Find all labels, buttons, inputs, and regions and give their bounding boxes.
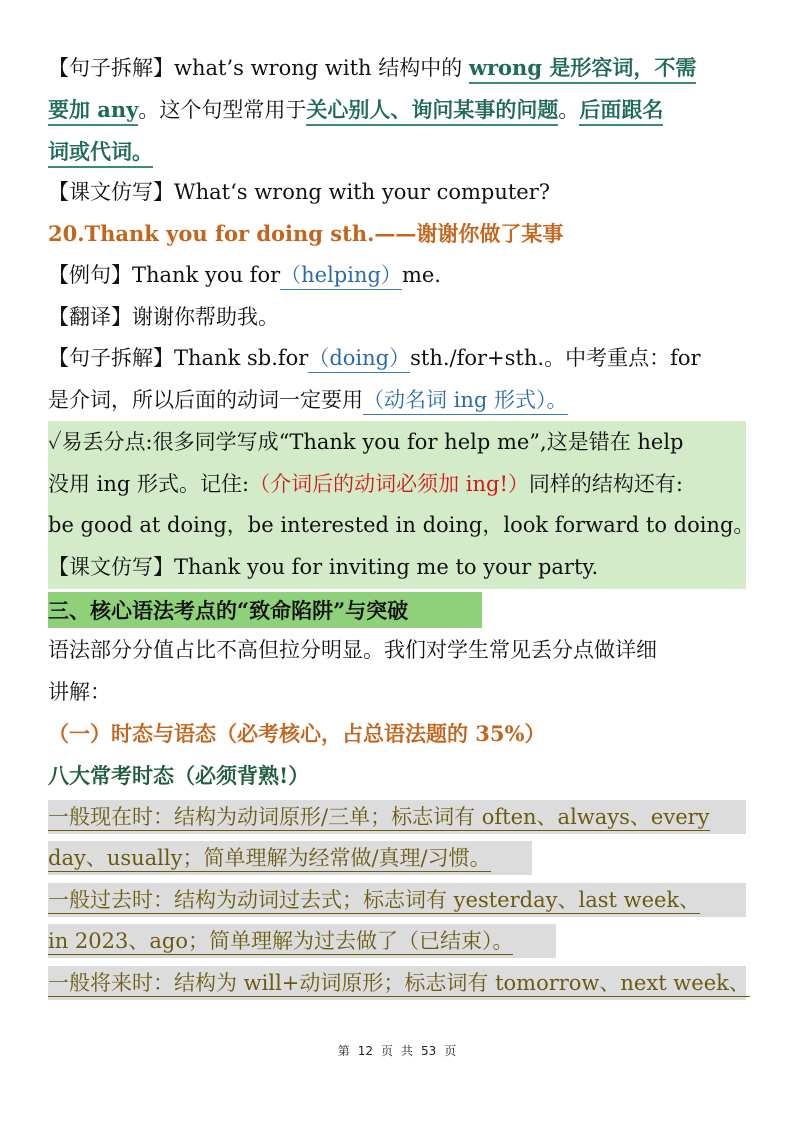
example-line <box>48 255 748 296</box>
text: 是介词，所以后面的动词一定要用 <box>48 388 363 412</box>
text: What‘s wrong with your computer? <box>174 180 551 204</box>
emphasis-text: （介词后的动词必须加 ing!） <box>249 472 529 496</box>
sentence-breakdown-line-2 <box>48 89 748 130</box>
answer-blank: （helping） <box>280 263 402 290</box>
answer-blank: （动名词 ing 形式）。 <box>363 388 568 415</box>
highlight-text: wrong 是形容词，不需 <box>469 55 696 84</box>
text: 。 <box>558 98 580 122</box>
text: me. <box>401 263 441 287</box>
tip-line-3: be good at doing，be interested in doing，look forward to doing。 <box>48 513 755 537</box>
tense-text: 一般将来时：结构为 will+动词原形；标志词有 tomorrow、next week、 <box>48 971 750 995</box>
text: Thank you for inviting me to your party. <box>174 555 599 579</box>
label: 【课文仿写】 <box>48 555 174 579</box>
translation-line <box>48 297 748 338</box>
tip-line-4 <box>48 547 748 588</box>
sentence-breakdown-line-1 <box>48 47 748 88</box>
text-imitation-line <box>48 172 748 213</box>
subsection-heading: （一）时态与语态（必考核心，占总语法题的 35%） <box>48 721 546 746</box>
intro-line-1: 语法部分分值占比不高但拉分明显。我们对学生常见丢分点做详细 <box>48 638 657 662</box>
page-footer <box>0 1042 794 1059</box>
tense-line <box>48 838 748 879</box>
tense-line <box>48 963 748 1004</box>
tip-line-2 <box>48 464 748 505</box>
tense-text: day、usually；简单理解为经常做/真理/习惯。 <box>48 846 491 870</box>
tense-line <box>48 880 748 921</box>
label: 【句子拆解】 <box>48 56 174 80</box>
text: 同样的结构还有: <box>528 472 683 496</box>
footer-text: 第 <box>337 1044 350 1058</box>
text: 。这个句型常用于 <box>138 98 307 122</box>
footer-text: 共 <box>401 1044 414 1058</box>
page-number: 12 <box>357 1044 373 1058</box>
tenses-heading: 八大常考时态（必须背熟!） <box>48 763 310 788</box>
tense-text: 一般过去时：结构为动词过去式；标志词有 yesterday、last week、 <box>48 888 701 912</box>
highlight-text: 词或代词。 <box>48 139 153 168</box>
decomposition-line-2 <box>48 380 748 421</box>
text: Thank sb.for <box>174 346 309 370</box>
label: 【句子拆解】 <box>48 346 174 370</box>
text: 谢谢你帮助我。 <box>132 305 279 329</box>
tip-line-1: ✓易丢分点:很多同学写成“Thank you for help me”,这是错在 help <box>48 430 684 454</box>
sentence-breakdown-line-3 <box>48 131 748 172</box>
total-pages: 53 <box>421 1044 437 1058</box>
label: 【课文仿写】 <box>48 180 174 204</box>
intro-line-2: 讲解： <box>48 680 111 704</box>
tense-line <box>48 921 748 962</box>
tense-text: in 2023、ago；简单理解为过去做了（已结束）。 <box>48 929 514 953</box>
label: 【例句】 <box>48 263 132 287</box>
text: sth./for+sth.。中考重点：for <box>410 346 701 370</box>
text: 没用 ing 形式。记住: <box>48 472 250 496</box>
highlight-text: 后面跟名 <box>579 97 663 126</box>
text: what’s wrong with 结构中的 <box>174 56 469 80</box>
tense-text: 一般现在时：结构为动词原形/三单；标志词有 often、always、every <box>48 805 710 829</box>
text: Thank you for <box>132 263 281 287</box>
footer-text: 页 <box>444 1044 457 1058</box>
tense-line <box>48 797 748 838</box>
answer-blank: （doing） <box>308 346 410 373</box>
decomposition-line-1 <box>48 338 748 379</box>
section-3-heading: 三、核心语法考点的“致命陷阱”与突破 <box>48 598 409 623</box>
footer-text: 页 <box>380 1044 393 1058</box>
item-20-heading: 20.Thank you for doing sth.——谢谢你做了某事 <box>48 221 564 246</box>
highlight-text: 要加 any <box>48 97 138 126</box>
label: 【翻译】 <box>48 305 132 329</box>
highlight-text: 关心别人、询问某事的问题 <box>306 97 558 126</box>
